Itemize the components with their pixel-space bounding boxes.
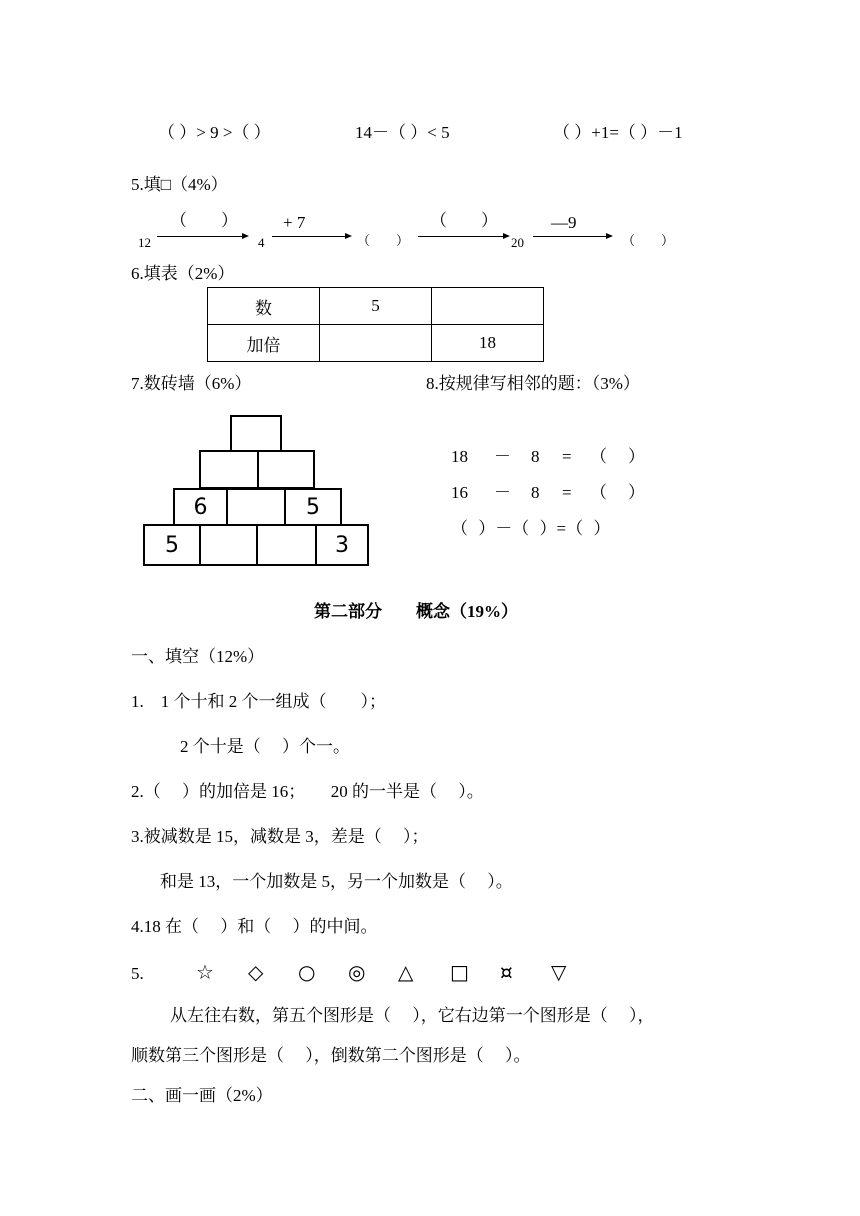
table-cell[interactable] — [432, 288, 544, 325]
down-triangle-icon: ▽ — [551, 960, 567, 984]
top-item-1: （ ）> 9 >（ ） — [158, 123, 271, 142]
arrow-3 — [418, 236, 508, 237]
fill-q1-line1: 1. 1 个十和 2 个一组成（ ）； — [131, 692, 386, 711]
sec2-heading: 二、画一画（2%） — [131, 1086, 273, 1105]
table-cell: 5 — [320, 288, 432, 325]
q5-blank1: （ ） — [357, 233, 410, 248]
q8-l1-b: 8 — [531, 447, 540, 466]
q7-heading: 7.数砖墙（6%） — [131, 374, 252, 393]
arrow-2 — [272, 236, 350, 237]
q8-l2-b: 8 — [531, 483, 540, 502]
currency-sign-icon: ¤ — [500, 960, 513, 984]
fill-q5-text2: 顺数第三个图形是（ ），倒数第二个图形是（ ）。 — [131, 1046, 531, 1065]
sec1-heading: 一、填空（12%） — [131, 647, 265, 666]
fill-q3-line1: 3.被减数是 15，减数是 3，差是（ ）； — [131, 827, 429, 846]
table-cell: 数 — [208, 288, 320, 325]
brick-r4-4: 3 — [315, 524, 369, 566]
diamond-icon: ◇ — [248, 960, 264, 984]
brick-r2-1[interactable] — [199, 450, 259, 489]
q8-l1-lp: （ — [590, 447, 607, 466]
double-table — [207, 287, 544, 362]
q5-op4: —9 — [551, 213, 577, 232]
q5-number-20: 20 — [511, 235, 524, 250]
double-circle-icon: ◎ — [348, 960, 366, 984]
q8-l1-op: － — [494, 447, 511, 466]
q8-line-3: （ ）－（ ）=（ ） — [451, 519, 611, 538]
q8-l2-a: 16 — [451, 483, 468, 502]
q5-start-number: 12 — [138, 235, 151, 250]
fill-q4: 4.18 在（ ）和（ ）的中间。 — [131, 917, 378, 936]
fill-q2: 2.（ ）的加倍是 16； 20 的一半是（ ）。 — [131, 782, 484, 801]
q8-l2-op: － — [494, 483, 511, 502]
brick-r3-1: 6 — [173, 488, 228, 526]
top-item-3: （ ）+1=（ ）－1 — [553, 123, 683, 142]
fill-q5-text1: 从左往右数，第五个图形是（ ），它右边第一个图形是（ ）， — [170, 1006, 655, 1025]
fill-q5-label: 5. — [131, 964, 144, 983]
q5-number-4: 4 — [258, 235, 265, 250]
brick-r2-2[interactable] — [257, 450, 315, 489]
q8-l1-a: 18 — [451, 447, 468, 466]
q8-l2-rp: ） — [628, 483, 645, 502]
arrow-1 — [157, 236, 247, 237]
fill-q3-line2: 和是 13，一个加数是 5，另一个加数是（ ）。 — [160, 872, 513, 891]
circle-icon: ○ — [298, 960, 316, 984]
q5-op3: （ ） — [430, 211, 498, 230]
brick-r4-1: 5 — [143, 524, 201, 566]
table-cell: 加倍 — [208, 325, 320, 362]
q8-l1-eq: = — [562, 447, 572, 466]
brick-r3-2[interactable] — [226, 488, 286, 526]
brick-r3-3: 5 — [284, 488, 342, 526]
star-icon: ☆ — [196, 960, 214, 984]
q8-l1-rp: ） — [628, 447, 645, 466]
q8-l2-eq: = — [562, 483, 572, 502]
brick-top[interactable] — [230, 415, 282, 452]
q5-blank2: （ ） — [622, 233, 675, 248]
triangle-icon: △ — [398, 960, 414, 984]
brick-r4-3[interactable] — [256, 524, 317, 566]
arrow-4 — [533, 236, 611, 237]
top-item-2: 14－（ ）< 5 — [355, 123, 450, 142]
q5-op2: + 7 — [283, 213, 306, 232]
brick-r4-2[interactable] — [199, 524, 258, 566]
q5-heading: 5.填□（4%） — [131, 175, 228, 194]
q8-heading: 8.按规律写相邻的题：（3%） — [426, 374, 640, 393]
table-cell: 18 — [432, 325, 544, 362]
q6-heading: 6.填表（2%） — [131, 264, 235, 283]
fill-q1-line2: 2 个十是（ ）个一。 — [180, 737, 350, 756]
square-icon: □ — [450, 960, 469, 984]
q8-l2-lp: （ — [590, 483, 607, 502]
q5-op1: （ ） — [170, 211, 238, 230]
table-cell[interactable] — [320, 325, 432, 362]
part2-title: 第二部分 概念（19%） — [314, 602, 518, 621]
